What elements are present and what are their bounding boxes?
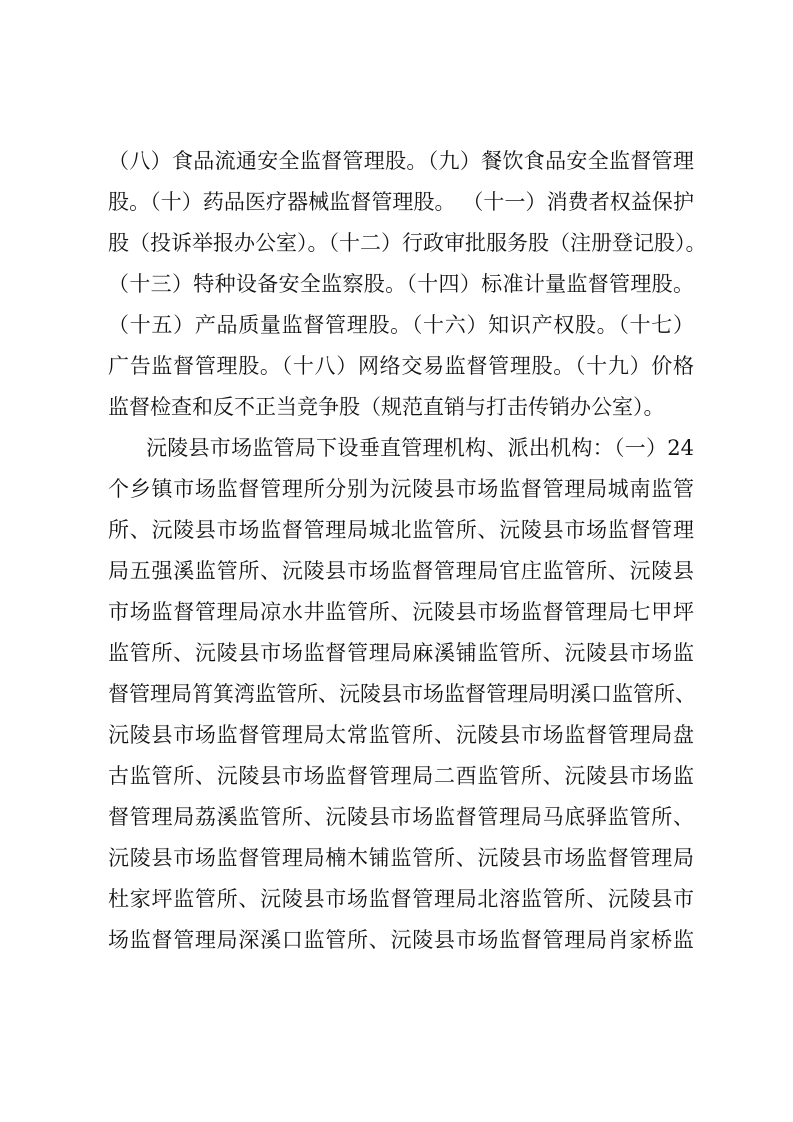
text-line: （十三）特种设备安全监察股。（十四）标准计量监督管理股。 xyxy=(108,272,694,296)
text-line: 广告监督管理股。（十八）网络交易监督管理股。（十九）价格 xyxy=(108,354,694,378)
paragraph-branches xyxy=(108,428,694,961)
text-line: 股（投诉举报办公室）。（十二）行政审批服务股（注册登记股）。 xyxy=(108,231,707,255)
text-line: 古监管所、沅陵县市场监督管理局二酉监管所、沅陵县市场监 xyxy=(108,764,694,788)
text-line: 所、沅陵县市场监督管理局城北监管所、沅陵县市场监督管理 xyxy=(108,518,694,542)
text-line: 局五强溪监管所、沅陵县市场监督管理局官庄监管所、沅陵县 xyxy=(108,559,694,583)
text-line: （八）食品流通安全监督管理股。（九）餐饮食品安全监督管理 xyxy=(108,149,694,173)
text-line: 监管所、沅陵县市场监督管理局麻溪铺监管所、沅陵县市场监 xyxy=(108,641,694,665)
text-line: （十五）产品质量监督管理股。（十六）知识产权股。（十七） xyxy=(108,313,694,337)
text-line: 监督检查和反不正当竞争股（规范直销与打击传销办公室）。 xyxy=(108,395,665,419)
text-line: 沅陵县市场监管局下设垂直管理机构、派出机构：（一）24 xyxy=(146,436,694,460)
text-line: 场监督管理局深溪口监管所、沅陵县市场监督管理局肖家桥监 xyxy=(108,928,694,952)
text-line: 杜家坪监管所、沅陵县市场监督管理局北溶监管所、沅陵县市 xyxy=(108,887,694,911)
document-body xyxy=(108,141,707,961)
text-line: 个乡镇市场监督管理所分别为沅陵县市场监督管理局城南监管 xyxy=(108,477,694,501)
text-line: 沅陵县市场监督管理局太常监管所、沅陵县市场监督管理局盘 xyxy=(108,723,694,747)
paragraph-departments xyxy=(108,141,707,428)
text-line: 督管理局筲箕湾监管所、沅陵县市场监督管理局明溪口监管所、 xyxy=(108,682,696,706)
text-line: 沅陵县市场监督管理局楠木铺监管所、沅陵县市场监督管理局 xyxy=(108,846,694,870)
text-line: 市场监督管理局凉水井监管所、沅陵县市场监督管理局七甲坪 xyxy=(108,600,694,624)
text-line: 股。（十）药品医疗器械监督管理股。 （十一）消费者权益保护 xyxy=(108,190,694,214)
text-line: 督管理局荔溪监管所、沅陵县市场监督管理局马底驿监管所、 xyxy=(108,805,694,829)
